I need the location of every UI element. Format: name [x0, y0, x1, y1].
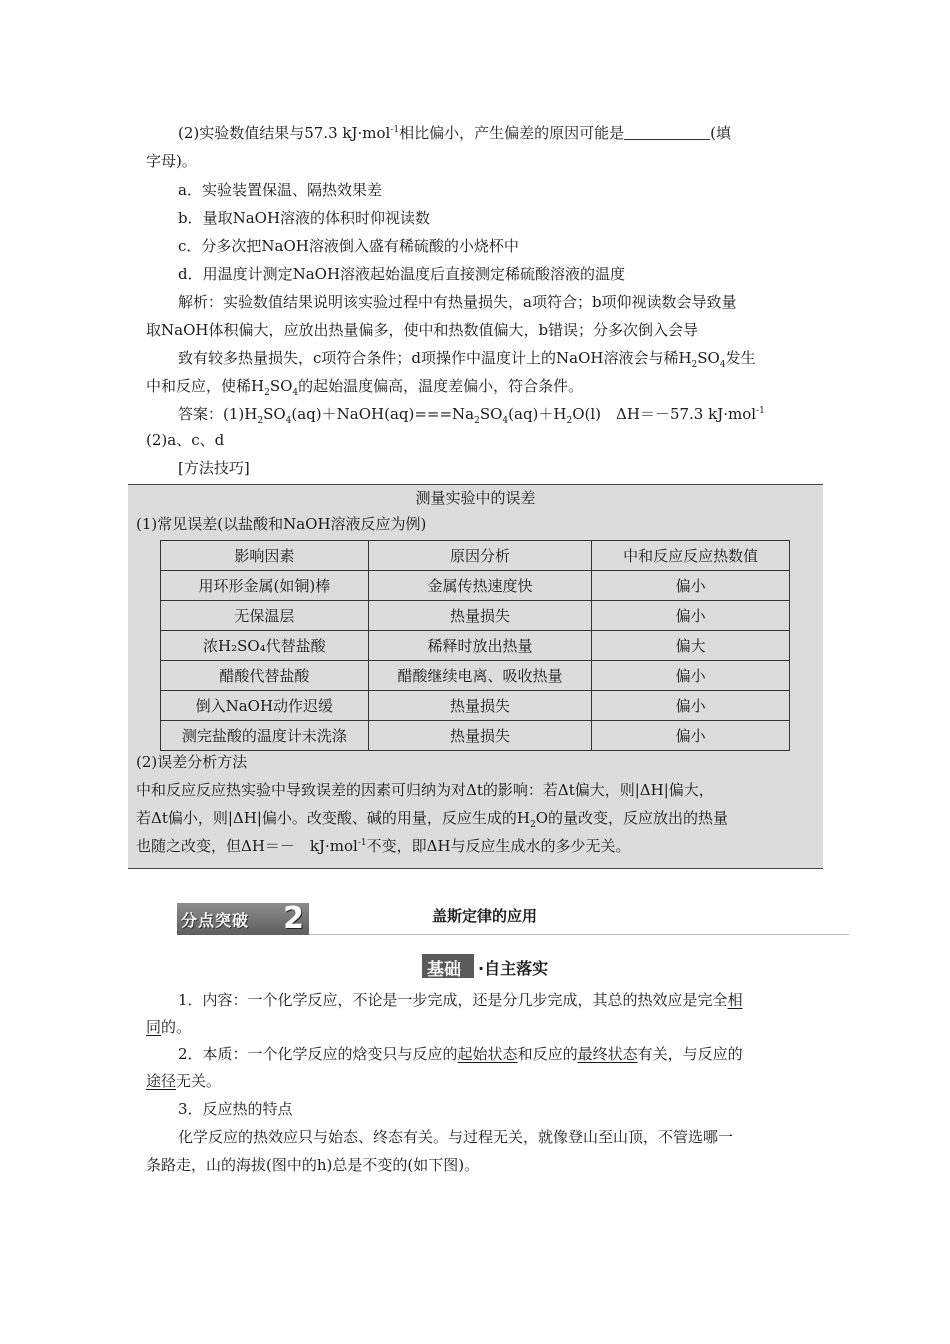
- hess-p4-line1: 化学反应的热效应只与始态、终态有关。与过程无关，就像登山至山顶，不管选哪一: [178, 1128, 734, 1146]
- option-b: b．量取NaOH溶液的体积时仰视读数: [178, 209, 431, 227]
- table-cell: 醋酸继续电离、吸收热量: [368, 661, 592, 691]
- table-cell: 用环形金属(如铜)棒: [161, 571, 369, 601]
- answer-line1: 答案：$(1)H_2SO_4(aq)+NaOH(aq)===Na_2SO_4(aq)+H_2O(l)$ ΔH＝－57.3 kJ·mol$^{-1}$: [178, 405, 765, 426]
- table-header: 原因分析: [368, 541, 592, 571]
- section-badge: [177, 903, 309, 935]
- answer-blank: [624, 125, 710, 140]
- box-subtitle-1: (1)常见误差(以盐酸和NaOH溶液反应为例): [136, 515, 427, 533]
- table-cell: 测完盐酸的温度计未洗涤: [161, 721, 369, 751]
- table-row: [161, 691, 790, 721]
- option-c: c．分多次把NaOH溶液倒入盛有稀硫酸的小烧杯中: [178, 237, 519, 255]
- hess-p1-line1: 1．内容：一个化学反应，不论是一步完成，还是分几步完成，其总的热效应是完全相: [178, 991, 743, 1009]
- table-row: [161, 601, 790, 631]
- question-2-line1: (2)实验数值结果与57.3 kJ·mol$^{-1}$相比偏小，产生偏差的原因可能是 (填: [178, 124, 731, 142]
- table-header: 影响因素: [161, 541, 369, 571]
- analysis-line4: 中和反应，使稀$H_2SO_4$的起始温度偏高，温度差偏小，符合条件。: [146, 377, 584, 398]
- box-text-line2: 若Δt偏小，则|ΔH|偏小。改变酸、碱的用量，反应生成的$H_2O$的量改变，反应放出的热量: [136, 809, 729, 830]
- table-cell: 热量损失: [368, 691, 592, 721]
- table-cell: 浓H₂SO₄代替盐酸: [161, 631, 369, 661]
- hess-p2-line2: 途径无关。: [146, 1072, 222, 1090]
- table-cell: 稀释时放出热量: [368, 631, 592, 661]
- table-cell: 热量损失: [368, 721, 592, 751]
- option-d: d．用温度计测定NaOH溶液起始温度后直接测定稀硫酸溶液的温度: [178, 265, 626, 283]
- table-cell: 偏小: [592, 601, 790, 631]
- analysis-line2: 取NaOH体积偏大，应放出热量偏多，使中和热数值偏大，b错误；分多次倒入会导: [146, 321, 699, 339]
- table-cell: 醋酸代替盐酸: [161, 661, 369, 691]
- analysis-line3: 致有较多热量损失，c项符合条件；d项操作中温度计上的NaOH溶液会与稀$H_2SO_4$发生: [178, 349, 756, 370]
- table-cell: 倒入NaOH动作迟缓: [161, 691, 369, 721]
- table-cell: 金属传热速度快: [368, 571, 592, 601]
- answer-line2: (2)a、c、d: [146, 431, 225, 449]
- hess-p4-line2: 条路走，山的海拔(图中的h)总是不变的(如下图)。: [146, 1156, 480, 1174]
- method-label: [方法技巧]: [178, 459, 250, 477]
- box-subtitle-2: (2)误差分析方法: [136, 753, 248, 771]
- table-cell: 偏大: [592, 631, 790, 661]
- section-title: 盖斯定律的应用: [432, 907, 538, 925]
- table-cell: 偏小: [592, 571, 790, 601]
- box-text-line3: 也随之改变，但ΔH＝－ kJ·mol$^{-1}$不变，即ΔH与反应生成水的多少无关。: [136, 837, 631, 855]
- table-cell: 无保温层: [161, 601, 369, 631]
- subsection-title: ·自主落实: [478, 959, 549, 978]
- hess-p2-line1: 2．本质：一个化学反应的焓变只与反应的起始状态和反应的最终状态有关，与反应的: [178, 1045, 743, 1063]
- box-text-line1: 中和反应反应热实验中导致误差的因素可归纳为对Δt的影响：若Δt偏大，则|ΔH|偏大，: [136, 781, 714, 799]
- table-cell: 偏小: [592, 721, 790, 751]
- subsection-badge: 基础: [422, 954, 474, 978]
- table-cell: 热量损失: [368, 601, 592, 631]
- box-title: 测量实验中的误差: [415, 489, 536, 507]
- hess-p1-line2: 同的。: [146, 1018, 192, 1036]
- question-2-line2: 字母)。: [146, 152, 197, 170]
- error-analysis-box: [128, 484, 823, 869]
- table-row: [161, 571, 790, 601]
- option-a: a．实验装置保温、隔热效果差: [178, 181, 382, 199]
- table-row: [161, 721, 790, 751]
- table-cell: 偏小: [592, 691, 790, 721]
- hess-p3: 3．反应热的特点: [178, 1100, 293, 1118]
- section-badge-number: 2: [283, 901, 304, 936]
- analysis-line1: 解析：实验数值结果说明该实验过程中有热量损失，a项符合；b项仰视读数会导致量: [178, 293, 737, 311]
- table-header-row: [161, 541, 790, 571]
- table-cell: 偏小: [592, 661, 790, 691]
- section-badge-text: 分点突破: [181, 911, 250, 930]
- error-table: [160, 540, 790, 751]
- table-row: [161, 631, 790, 661]
- table-row: [161, 661, 790, 691]
- section-divider: [309, 934, 849, 935]
- table-header: 中和反应反应热数值: [592, 541, 790, 571]
